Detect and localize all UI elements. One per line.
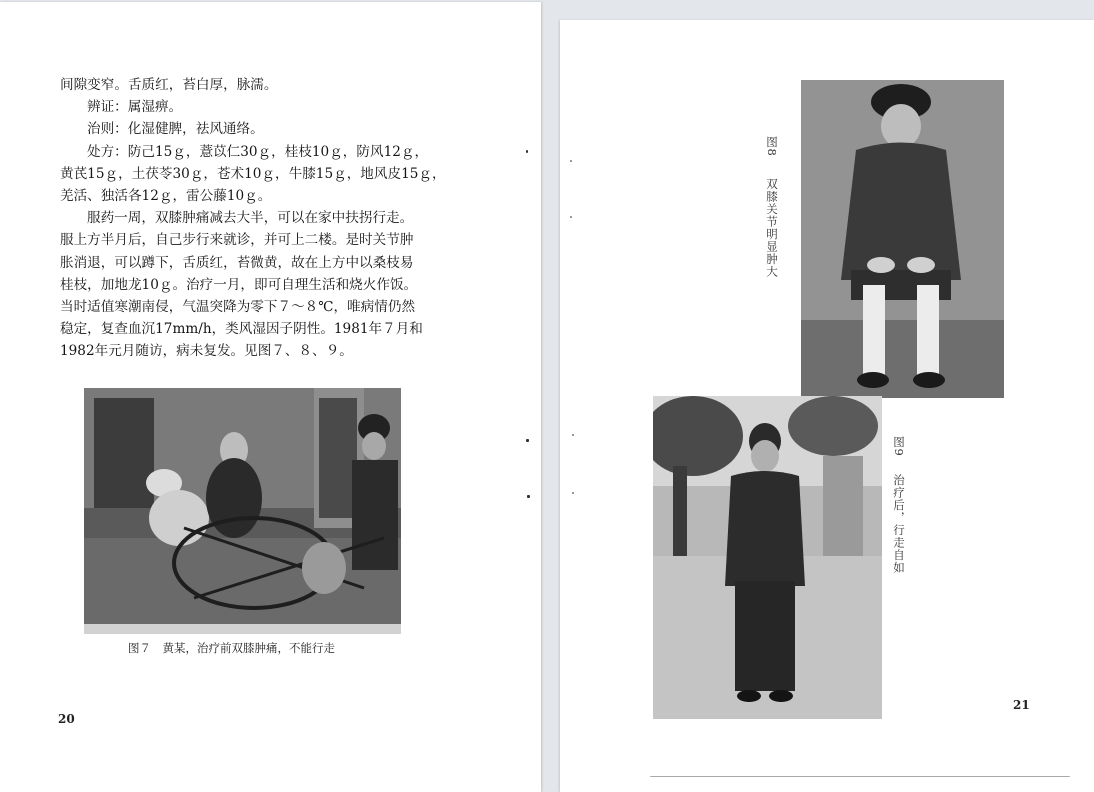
figure-7-photo xyxy=(84,388,401,634)
figure-8-label: 图8 xyxy=(765,136,779,157)
left-page xyxy=(0,2,541,792)
scan-speck xyxy=(526,150,528,153)
page-number: 21 xyxy=(1013,698,1030,712)
page-number: 20 xyxy=(58,712,75,726)
scan-speck xyxy=(570,216,572,218)
figure-8-photo xyxy=(801,80,1004,398)
text-line: 当时适值寒潮南侵，气温突降为零下７～８℃，唯病情仍然 xyxy=(60,299,416,316)
figure-9-label: 图9 xyxy=(892,436,906,457)
text-line: 处方：防己15ｇ，薏苡仁30ｇ，桂枝10ｇ，防风12ｇ， xyxy=(87,143,429,160)
figure-9-photo xyxy=(653,396,882,719)
scan-speck xyxy=(527,495,530,498)
scan-speck xyxy=(572,434,574,436)
right-page xyxy=(560,20,1094,792)
text-line: 服上方半月后，自己步行来就诊，并可上二楼。是时关节肿 xyxy=(60,232,414,249)
text-line: 治则：化湿健脾，祛风通络。 xyxy=(87,121,264,138)
scan-speck xyxy=(526,439,529,442)
scan-speck xyxy=(570,160,572,162)
body-text xyxy=(60,74,472,363)
text-line: 桂枝，加地龙10ｇ。治疗一月，即可自理生活和烧火作饭。 xyxy=(60,276,418,293)
text-line: 1982年元月随访，病未复发。见图７、８、９。 xyxy=(60,343,353,360)
figure-9-caption: 治疗后，行走自如 xyxy=(892,474,906,574)
page-edge-line xyxy=(650,776,1070,777)
text-line: 稳定，复查血沉17mm/h，类风湿因子阴性。1981年７月和 xyxy=(60,321,423,338)
text-line: 羌活、独活各12ｇ，雷公藤10ｇ。 xyxy=(60,188,272,205)
figure-7-caption: 图７ 黄某，治疗前双膝肿痛，不能行走 xyxy=(128,641,335,655)
text-line: 胀消退，可以蹲下，舌质红，苔微黄，故在上方中以桑枝易 xyxy=(60,254,414,271)
text-line: 黄芪15ｇ，土茯苓30ｇ，苍术10ｇ，牛膝15ｇ，地风皮15ｇ， xyxy=(60,165,446,182)
text-line: 间隙变窄。舌质红，苔白厚，脉濡。 xyxy=(60,77,278,93)
text-line: 辨证：属湿痹。 xyxy=(87,99,183,116)
figure-8-caption: 双膝关节明显肿大 xyxy=(765,178,779,278)
scan-speck xyxy=(572,492,574,494)
text-line: 服药一周，双膝肿痛减去大半，可以在家中扶拐行走。 xyxy=(87,210,414,227)
